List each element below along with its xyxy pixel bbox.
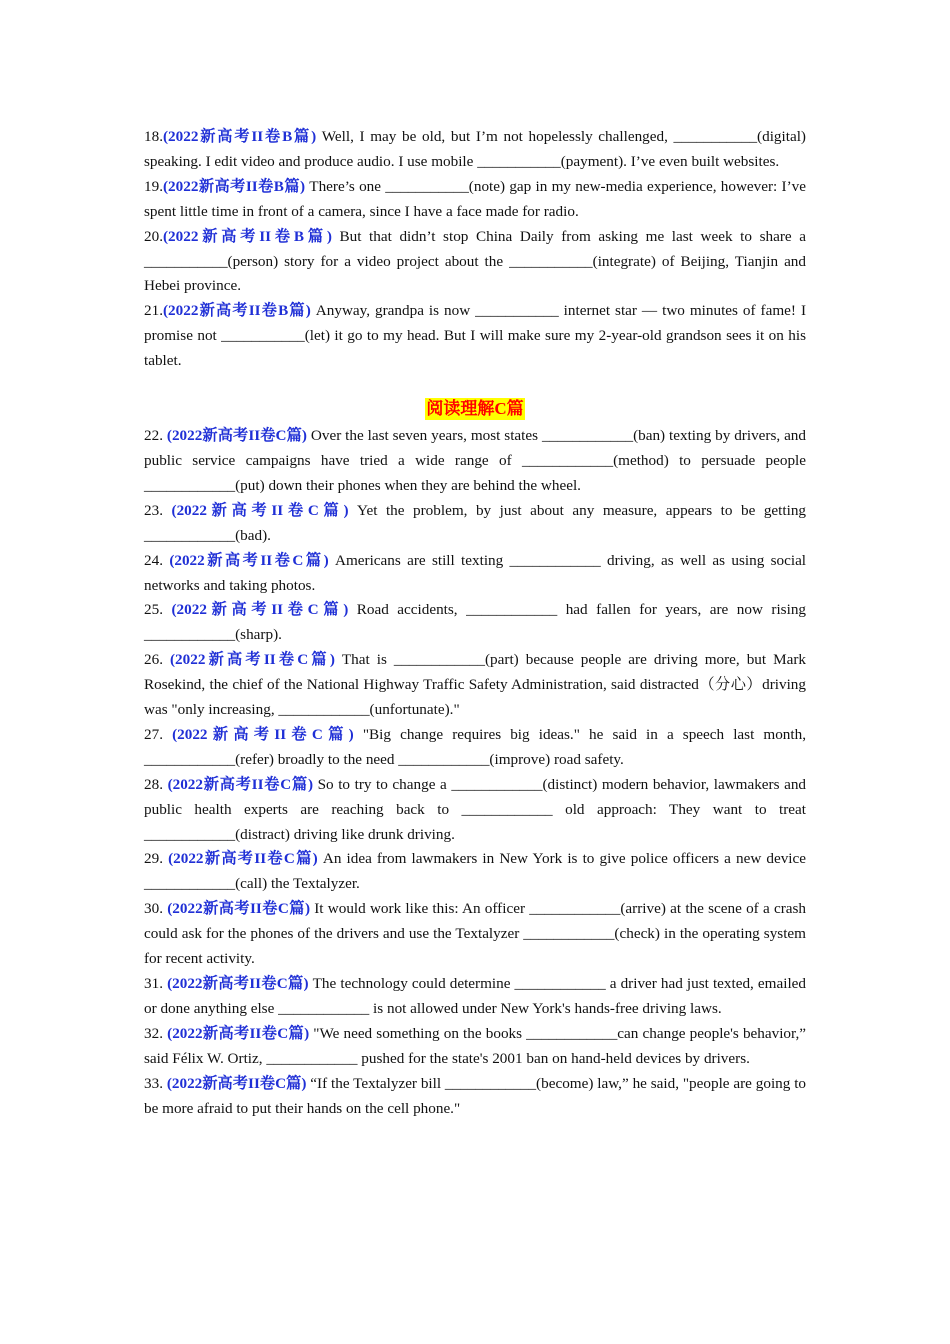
- question-item: [144, 225, 806, 300]
- question-item: [144, 773, 806, 848]
- question-source: (2022新高考II卷C篇): [168, 850, 318, 868]
- question-text: There’s one ___________(note) gap in my new-media experience, however: I’ve spent little time in front of a camera, since I have a face made for radio.: [144, 177, 806, 220]
- question-number: 21.: [144, 302, 163, 320]
- question-item: [144, 499, 806, 549]
- question-number: 33.: [144, 1074, 167, 1092]
- question-text: The technology could determine ____________ a driver had just texted, emailed or done anything else ____________ is not allowed under New York's hands-free driving laws.: [144, 975, 807, 1017]
- question-text: "We need something on the books ____________can change people's behavior,” said Félix W. Ortiz, ____________ pushed for the state's 2001 ban on hand-held devices by drivers.: [144, 1024, 807, 1067]
- question-number: 24.: [144, 551, 170, 569]
- question-number: 23.: [144, 501, 172, 519]
- question-number: 18.: [144, 128, 163, 145]
- question-item: [144, 1022, 806, 1072]
- question-source: (2022新高考II卷C篇): [167, 900, 310, 918]
- question-number: 27.: [144, 725, 173, 743]
- question-item: [144, 648, 806, 723]
- question-item: [144, 897, 806, 972]
- question-text: Americans are still texting ____________ driving, as well as using social networks and taking photos.: [144, 551, 807, 594]
- question-number: 30.: [144, 900, 168, 918]
- question-source: (2022新高考II卷C篇): [170, 651, 335, 669]
- question-source: (2022新高考II卷C篇): [167, 775, 314, 793]
- question-number: 31.: [144, 975, 168, 992]
- question-source: (2022新高考II卷B篇): [162, 128, 317, 145]
- question-item: [144, 549, 806, 599]
- question-source: (2022新高考II卷C篇): [166, 1074, 307, 1092]
- question-text: Anyway, grandpa is now ___________ internet star — two minutes of fame! I promise not ___________(let) it go to my head. But I will make sure my 2-year-old grandson sees it on his tablet.: [144, 302, 806, 370]
- question-source: (2022新高考II卷B篇): [162, 177, 306, 195]
- question-text: Yet the problem, by just about any measure, appears to be getting ____________(bad).: [144, 501, 807, 544]
- question-text: An idea from lawmakers in New York is to give police officers a new device ____________(call) the Textalyzer.: [144, 850, 807, 893]
- question-text: That is ____________(part) because people are driving more, but Mark Rosekind, the chief of the National Highway Traffic Safety Administration, said distracted（分心）driving was "only increasing, ____________(unfortunate).": [144, 651, 807, 719]
- question-number: 26.: [144, 651, 170, 669]
- question-text: "Big change requires big ideas." he said in a speech last month, ____________(refer) broadly to the need ____________(improve) road safety.: [144, 725, 807, 768]
- question-source: (2022新高考II卷B篇): [162, 227, 332, 245]
- question-text: But that didn’t stop China Daily from asking me last week to share a ___________(person) story for a video project about the ___________(integrate) of Beijing, Tianjin and Hebei province.: [144, 227, 806, 295]
- question-source: (2022新高考II卷B篇): [162, 302, 311, 320]
- question-source: (2022新高考II卷C篇): [166, 427, 307, 445]
- section-heading: [144, 398, 806, 424]
- section-heading-text: 阅读理解C篇: [426, 399, 524, 419]
- question-item: [144, 723, 806, 773]
- reading-part-c: [144, 424, 806, 1121]
- question-item: [144, 175, 806, 225]
- question-number: 20.: [144, 227, 163, 245]
- question-source: (2022新高考II卷C篇): [171, 501, 349, 519]
- question-number: 29.: [144, 850, 169, 868]
- question-number: 22.: [144, 427, 167, 445]
- question-number: 25.: [144, 601, 172, 619]
- question-text: Road accidents, ____________ had fallen for years, are now rising ____________(sharp).: [144, 601, 807, 644]
- question-item: [144, 424, 806, 499]
- question-source: (2022新高考II卷C篇): [169, 551, 329, 569]
- question-item: [144, 1072, 806, 1122]
- question-source: (2022新高考II卷C篇): [167, 1024, 310, 1042]
- question-number: 19.: [144, 177, 163, 195]
- question-number: 28.: [144, 775, 168, 793]
- question-item: [144, 299, 806, 374]
- question-text: “If the Textalyzer bill ____________(become) law,” he said, "people are going to be more afraid to put their hands on the cell phone.": [144, 1074, 807, 1117]
- question-text: It would work like this: An officer ____________(arrive) at the scene of a crash could ask for the phones of the drivers and use the Textalyzer ____________(check) in the operating system for recent activity.: [144, 900, 807, 968]
- question-item: [144, 598, 806, 648]
- question-text: Well, I may be old, but I’m not hopelessly challenged, ___________(digital) speaking. I edit video and produce audio. I use mobile ___________(payment). I’ve even built websites.: [144, 128, 806, 170]
- document-page: [144, 125, 806, 1121]
- question-item: [144, 972, 806, 1022]
- question-source: (2022新高考II卷C篇): [171, 601, 349, 619]
- question-text: Over the last seven years, most states ____________(ban) texting by drivers, and public service campaigns have tried a wide range of ____________(method) to persuade people ____________(put) down their phones when they are behind the wheel.: [144, 427, 806, 494]
- question-item: [144, 125, 806, 175]
- question-number: 32.: [144, 1024, 168, 1042]
- question-item: [144, 847, 806, 897]
- question-source: (2022新高考II卷C篇): [172, 725, 354, 743]
- question-source: (2022新高考II卷C篇): [167, 975, 309, 992]
- question-text: So to try to change a ____________(distinct) modern behavior, lawmakers and public health experts are reaching back to ____________ old approach: They want to treat ____________(distract) driving like drunk driving.: [144, 775, 807, 843]
- reading-part-b: [144, 125, 806, 374]
